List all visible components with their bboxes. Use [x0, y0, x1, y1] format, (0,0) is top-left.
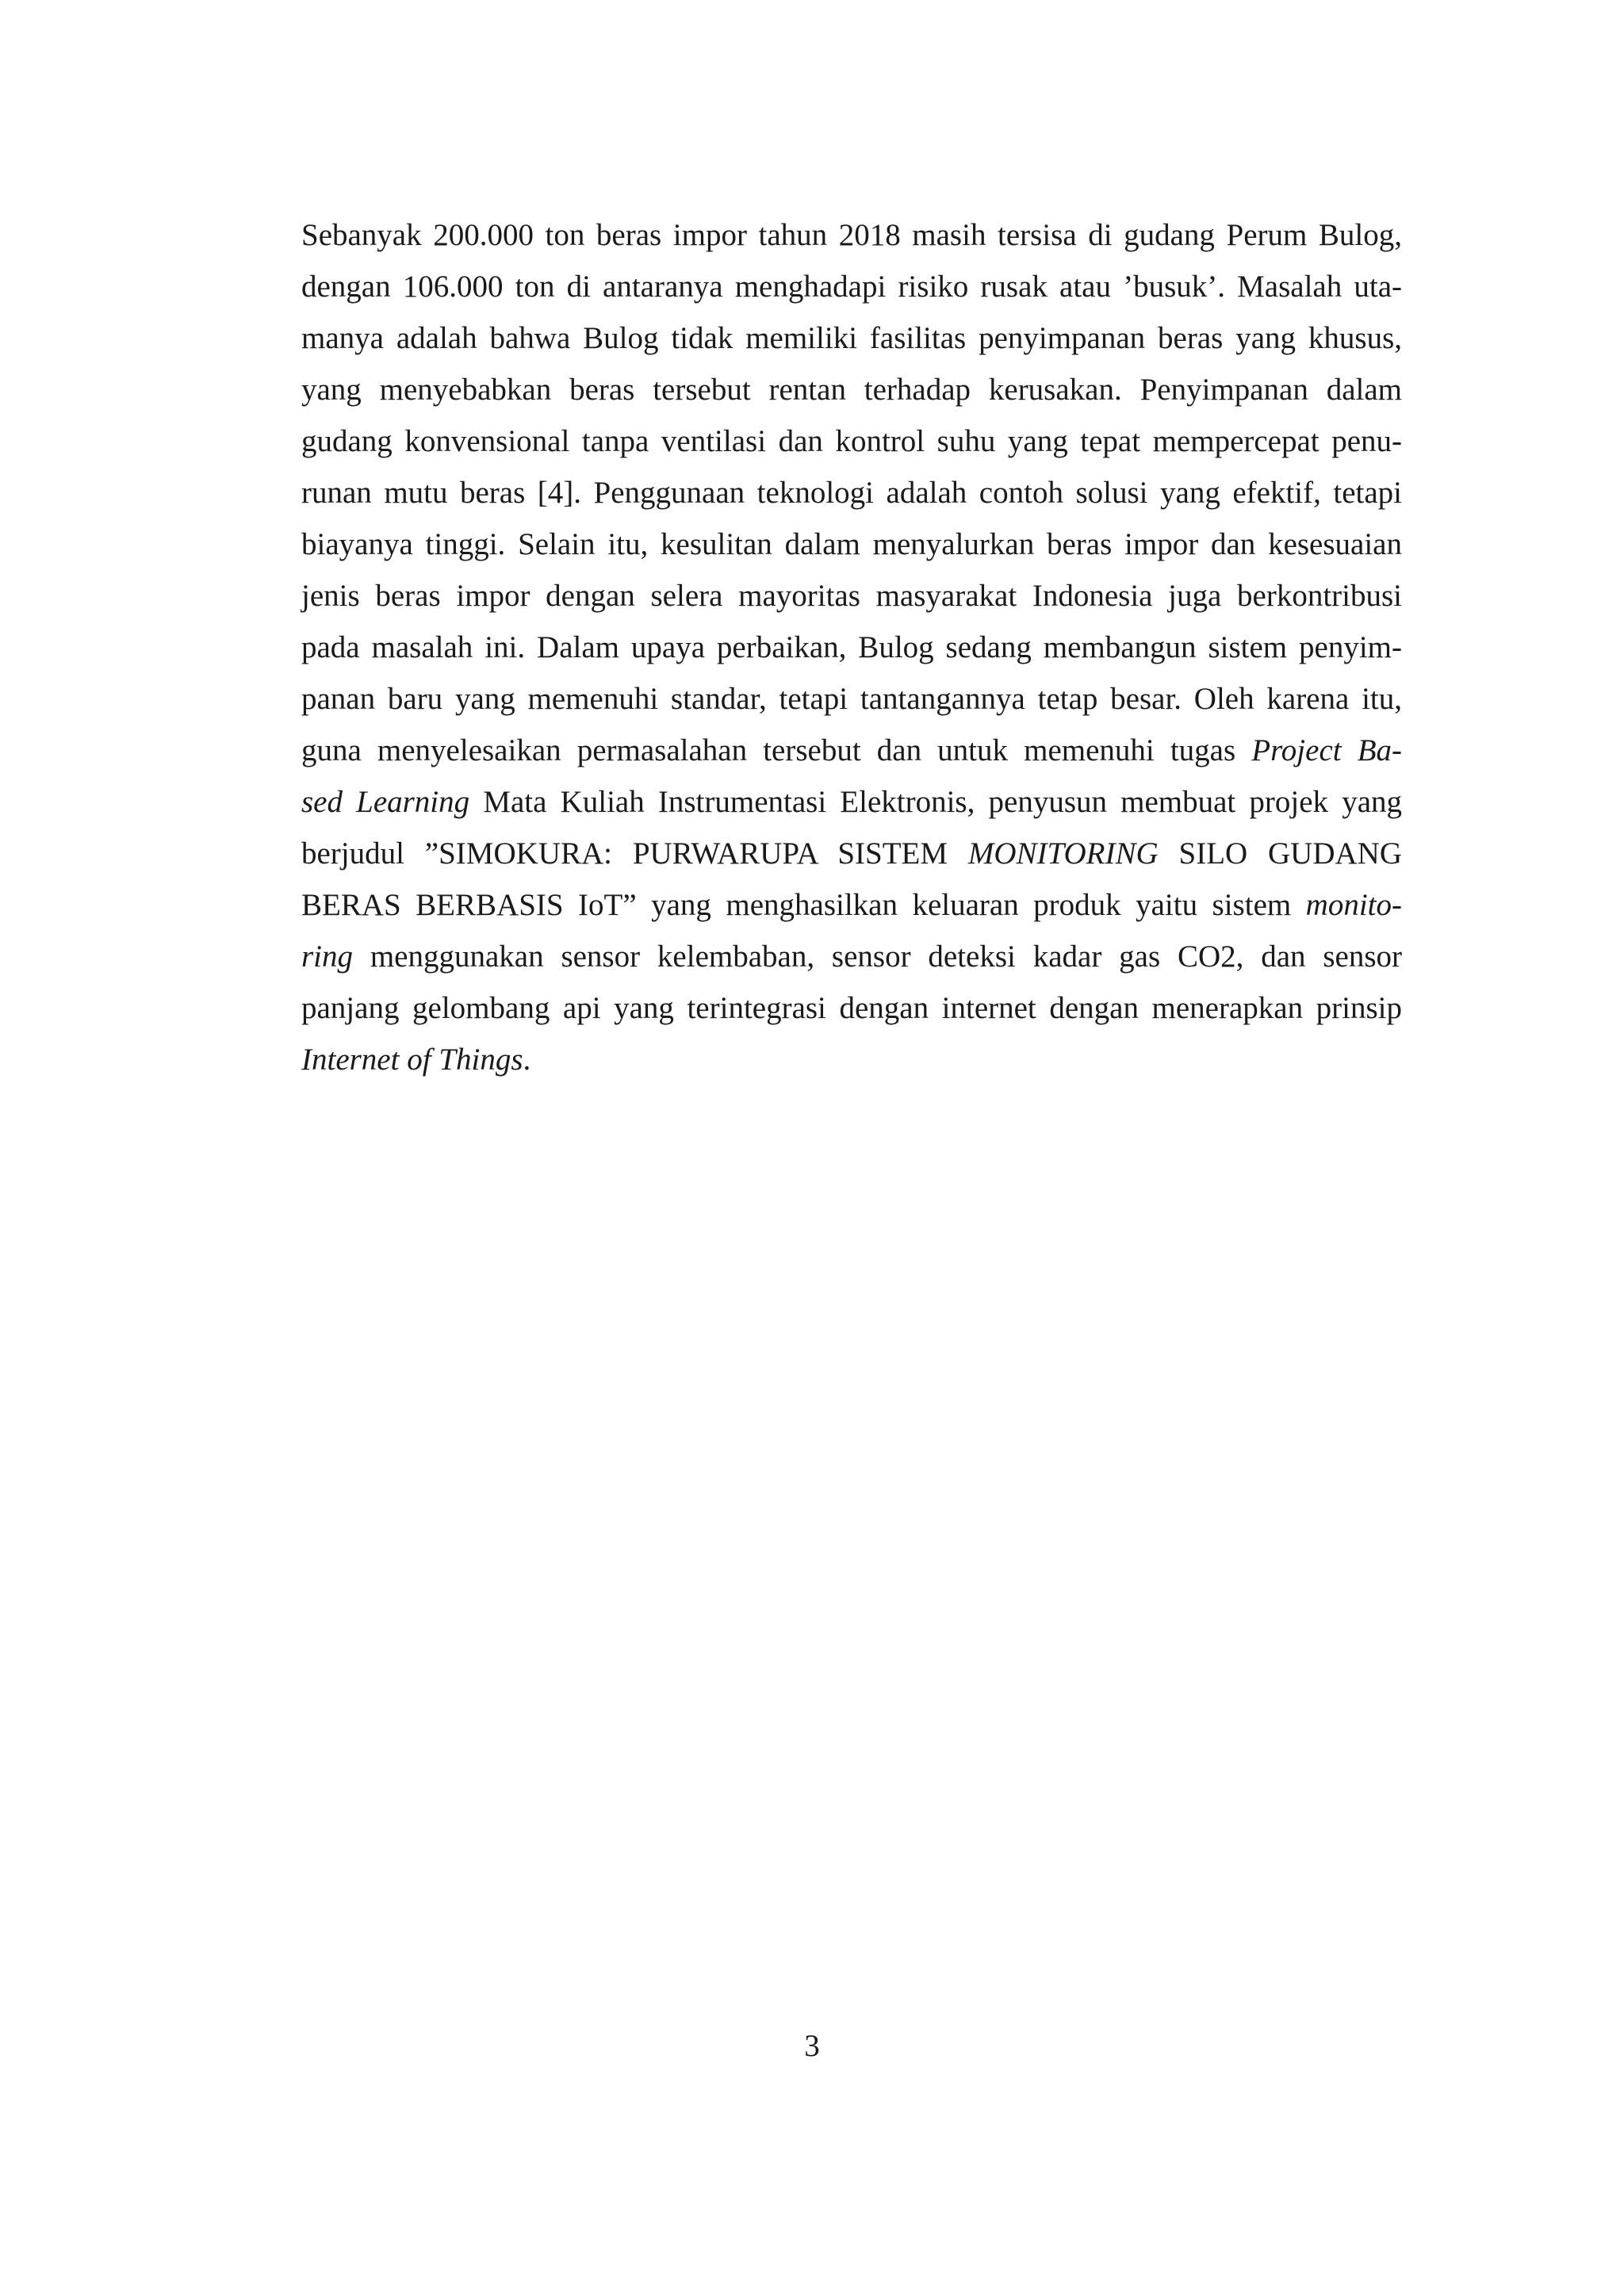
paragraph-line — [301, 570, 1402, 622]
paragraph-line — [301, 364, 1402, 415]
paragraph-line — [301, 776, 1402, 828]
paragraph-line — [301, 982, 1402, 1034]
text-segment: biayanya tinggi. Selain itu, kesulitan dalam menyalurkan beras impor dan kesesuaian — [301, 527, 1402, 561]
text-segment: jenis beras impor dengan selera mayoritas masyarakat Indonesia juga berkontribusi — [301, 579, 1402, 613]
text-segment: manya adalah bahwa Bulog tidak memiliki fasilitas penyimpanan beras yang khusus, — [301, 321, 1402, 355]
paragraph-line — [301, 673, 1402, 725]
text-segment: dengan 106.000 ton di antaranya menghadapi risiko rusak atau ’busuk’. Masalah uta- — [301, 270, 1402, 304]
paragraph-line — [301, 519, 1402, 570]
paragraph-line — [301, 1034, 1402, 1085]
text-segment: menggunakan sensor kelembaban, sensor deteksi kadar gas CO2, dan sensor — [353, 939, 1402, 974]
paragraph-line — [301, 415, 1402, 467]
text-segment: Mata Kuliah Instrumentasi Elektronis, penyusun membuat projek yang — [469, 785, 1403, 819]
italic-text-segment: Internet of Things — [301, 1043, 523, 1077]
text-segment: pada masalah ini. Dalam upaya perbaikan, Bulog sedang membangun sistem penyim- — [301, 630, 1402, 664]
text-segment: Sebanyak 200.000 ton beras impor tahun 2018 masih tersisa di gudang Perum Bulog, — [301, 218, 1402, 252]
text-segment: guna menyelesaikan permasalahan tersebut dan untuk memenuhi tugas — [301, 733, 1252, 767]
text-segment: yang menyebabkan beras tersebut rentan terhadap kerusakan. Penyimpanan dalam — [301, 373, 1402, 407]
text-segment: runan mutu beras [4]. Penggunaan teknologi adalah contoh solusi yang efektif, tetapi — [301, 476, 1402, 510]
text-segment: berjudul ”SIMOKURA: PURWARUPA SISTEM — [301, 836, 968, 871]
paragraph-line — [301, 828, 1402, 879]
paragraph-line — [301, 879, 1402, 931]
italic-text-segment: MONITORING — [967, 836, 1159, 871]
text-segment: BERAS BERBASIS IoT” yang menghasilkan keluaran produk yaitu sistem — [301, 888, 1306, 922]
text-segment: panjang gelombang api yang terintegrasi dengan internet dengan menerapkan prinsip — [301, 991, 1402, 1025]
body-paragraph — [301, 209, 1402, 1085]
paragraph-line — [301, 467, 1402, 519]
text-segment: panan baru yang memenuhi standar, tetapi tantangannya tetap besar. Oleh karena itu, — [301, 682, 1402, 716]
text-segment: SILO GUDANG — [1158, 836, 1403, 871]
text-segment: gudang konvensional tanpa ventilasi dan kontrol suhu yang tepat mempercepat penu- — [301, 424, 1402, 458]
paragraph-line — [301, 725, 1402, 776]
paragraph-line — [301, 261, 1402, 312]
paragraph-line — [301, 622, 1402, 673]
paragraph-line — [301, 209, 1402, 261]
italic-text-segment: ring — [301, 939, 354, 974]
paragraph-line — [301, 312, 1402, 364]
italic-text-segment: monito- — [1305, 888, 1402, 922]
italic-text-segment: Project Ba- — [1251, 733, 1402, 767]
page-number: 3 — [804, 2029, 820, 2063]
paragraph-line — [301, 931, 1402, 982]
text-segment: . — [523, 1043, 531, 1077]
italic-text-segment: sed Learning — [301, 785, 470, 819]
